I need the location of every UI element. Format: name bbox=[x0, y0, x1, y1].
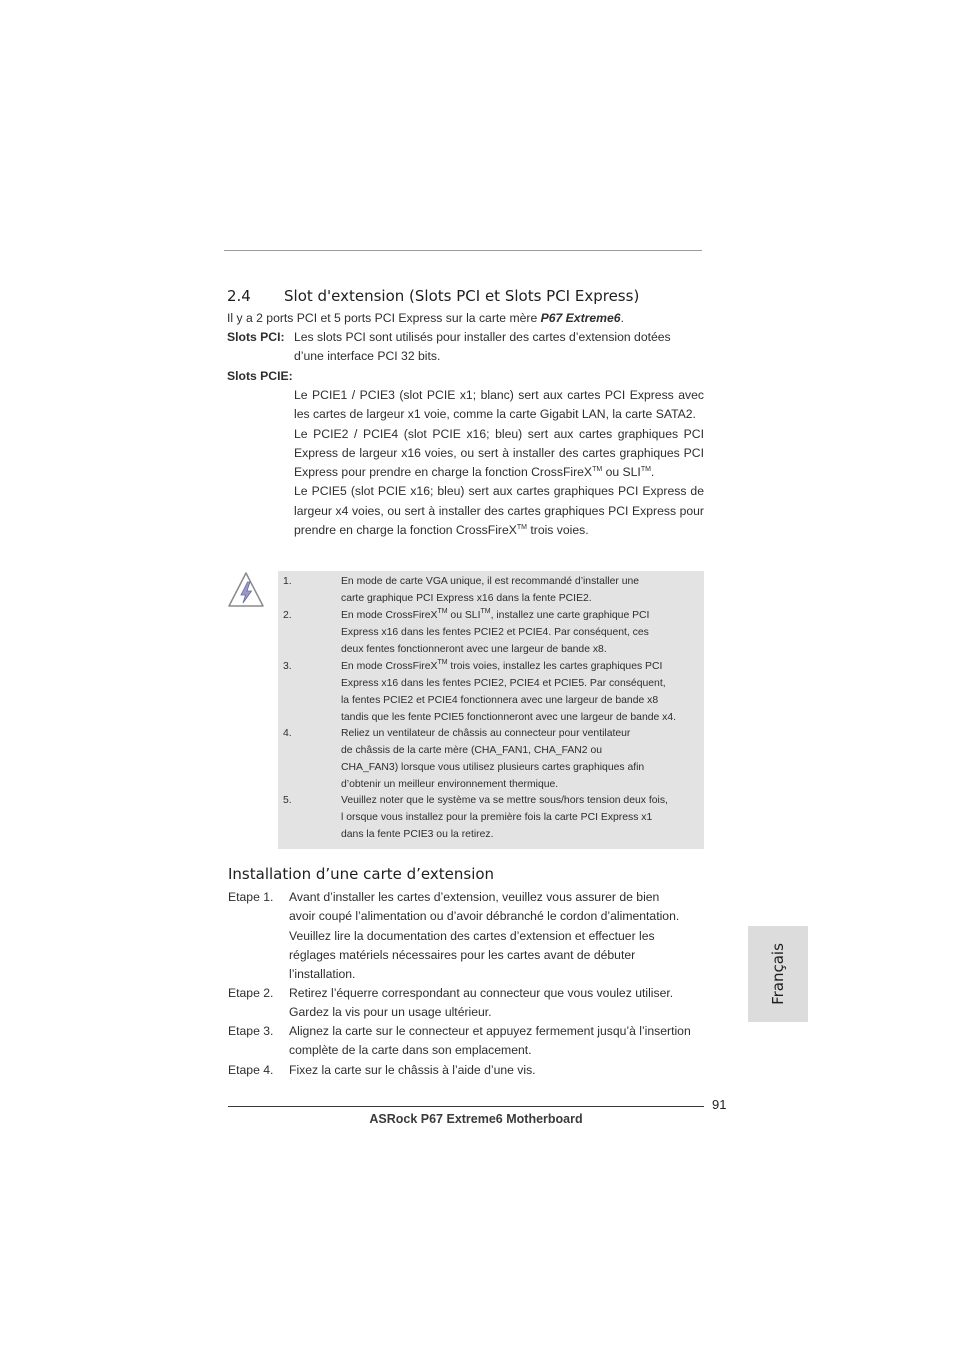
note-line: tandis que les fente PCIE5 fonctionneront avec une largeur de bande x4. bbox=[341, 711, 677, 723]
warning-lightning-triangle-icon bbox=[226, 570, 266, 610]
section-heading bbox=[227, 287, 639, 305]
intro-text bbox=[227, 309, 624, 328]
intro-before: Il y a 2 ports PCI et 5 ports PCI Express sur la carte mère bbox=[227, 311, 541, 325]
step-line: Veuillez lire la documentation des cartes d’extension et effectuer les bbox=[289, 928, 655, 943]
step-line: réglages matériels nécessaires pour les cartes avant de débuter bbox=[289, 947, 636, 962]
pcie-p3-text-b: trois voies. bbox=[526, 523, 589, 538]
section-title: Slot d'extension (Slots PCI et Slots PCI Express) bbox=[284, 287, 640, 305]
step-line: Retirez l’équerre correspondant au connecteur que vous voulez utiliser. bbox=[289, 986, 674, 1000]
note-line: carte graphique PCI Express x16 dans la fente PCIE2. bbox=[341, 592, 592, 604]
model-name: P67 Extreme6 bbox=[540, 311, 621, 325]
step-line: Avant d’installer les cartes d’extension, veuillez vous assurer de bien bbox=[289, 890, 660, 904]
note-line: deux fentes fonctionneront avec une largeur de bande x8. bbox=[341, 643, 607, 655]
language-tab bbox=[748, 926, 808, 1022]
footer-title: ASRock P67 Extreme6 Motherboard bbox=[369, 1112, 583, 1126]
note-number: 3. bbox=[283, 661, 292, 672]
note-line: la fentes PCIE2 et PCIE4 fonctionnera avec une largeur de bande x8 bbox=[341, 694, 659, 706]
note-number: 4. bbox=[283, 728, 292, 739]
pcie-slots-description bbox=[294, 386, 704, 540]
note-line: Veuillez noter que le système va se mettre sous/hors tension deux fois, bbox=[341, 795, 668, 806]
pcie-paragraph-1: Le PCIE1 / PCIE3 (slot PCIE x1; blanc) sert aux cartes PCI Express avec les cartes de largeur x1 voie, comme la carte Gigabit LAN, la carte SATA2. bbox=[294, 388, 704, 422]
trademark-sup: TM bbox=[480, 608, 491, 615]
pci-slots-label: Slots PCI: bbox=[227, 330, 285, 344]
pcie-paragraph-3 bbox=[294, 482, 704, 540]
bottom-rule bbox=[228, 1106, 704, 1107]
step-line: Gardez la vis pour un usage ultérieur. bbox=[289, 1005, 492, 1020]
notes-box bbox=[278, 571, 704, 849]
note-line: de châssis de la carte mère (CHA_FAN1, CHA_FAN2 ou bbox=[341, 744, 603, 756]
pci-line-2: d’une interface PCI 32 bits. bbox=[294, 349, 441, 364]
note-line: Express x16 dans les fentes PCIE2, PCIE4 et PCIE5. Par conséquent, bbox=[341, 677, 666, 689]
note-number: 2. bbox=[283, 610, 292, 621]
note-line: d’obtenir un meilleur environnement thermique. bbox=[341, 778, 559, 790]
pcie-p2-text-a: Le PCIE2 / PCIE4 (slot PCIE x16; bleu) sert aux cartes graphiques PCI Express de largeur x16 voies, ou sert à installer des cartes graphiques PCI Express pour prendre en charge la fonction CrossFireX bbox=[294, 426, 704, 480]
note-line: l orsque vous installez pour la première fois la carte PCI Express x1 bbox=[341, 811, 653, 823]
note-line: En mode de carte VGA unique, il est recommandé d’installer une bbox=[341, 576, 640, 587]
note-line: Reliez un ventilateur de châssis au connecteur pour ventilateur bbox=[341, 728, 631, 739]
note-line: En mode CrossFireX™ trois voies, installez les cartes graphiques PCI bbox=[341, 659, 663, 672]
pcie-p2-text-c: . bbox=[650, 465, 655, 480]
step-label: Etape 3. bbox=[228, 1024, 274, 1038]
note-number: 5. bbox=[283, 795, 292, 806]
pcie-p3-text-a: Le PCIE5 (slot PCIE x16; bleu) sert aux cartes graphiques PCI Express de largeur x4 voies, ou sert à installer des cartes graphiques PCI Express pour prendre en charge la fonction CrossFireX bbox=[294, 484, 704, 538]
pci-slots-description bbox=[294, 328, 706, 367]
trademark-sup: TM bbox=[592, 466, 603, 474]
note-line: Express x16 dans les fentes PCIE2 et PCIE4. Par conséquent, ces bbox=[341, 626, 649, 638]
step-line: avoir coupé l’alimentation ou d’avoir débranché le cordon d’alimentation. bbox=[289, 909, 680, 924]
trademark-sup: TM bbox=[437, 659, 448, 666]
pci-line-1: Les slots PCI sont utilisés pour installer des cartes d’extension dotées bbox=[294, 330, 671, 344]
section-number: 2.4 bbox=[227, 287, 251, 305]
step-label: Etape 4. bbox=[228, 1063, 274, 1077]
note-line: CHA_FAN3) lorsque vous utilisez plusieurs cartes graphiques afin bbox=[341, 761, 645, 773]
intro-after: . bbox=[620, 311, 624, 325]
step-line: complète de la carte dans son emplacement. bbox=[289, 1043, 532, 1058]
note-line: En mode CrossFireX™ ou SLI™, installez une carte graphique PCI bbox=[341, 608, 650, 621]
trademark-sup: TM bbox=[437, 608, 448, 615]
step-label: Etape 1. bbox=[228, 890, 274, 904]
step-line: l’installation. bbox=[289, 967, 356, 982]
install-heading: Installation d’une carte d’extension bbox=[228, 865, 495, 883]
trademark-sup: TM bbox=[516, 524, 527, 532]
step-label: Etape 2. bbox=[228, 986, 274, 1000]
pcie-paragraph-2 bbox=[294, 425, 704, 483]
page-number: 91 bbox=[712, 1097, 727, 1112]
note-number: 1. bbox=[283, 576, 292, 587]
note-line: dans la fente PCIE3 ou la retirez. bbox=[341, 828, 494, 840]
pcie-p2-text-b: ou SLI bbox=[602, 465, 641, 480]
top-rule bbox=[224, 250, 702, 251]
step-line: Fixez la carte sur le châssis à l’aide d’une vis. bbox=[289, 1063, 536, 1077]
pcie-slots-label: Slots PCIE: bbox=[227, 369, 293, 383]
language-tab-label: Français bbox=[769, 943, 787, 1005]
step-line: Alignez la carte sur le connecteur et appuyez fermement jusqu’à l’insertion bbox=[289, 1024, 691, 1038]
trademark-sup: TM bbox=[640, 466, 651, 474]
